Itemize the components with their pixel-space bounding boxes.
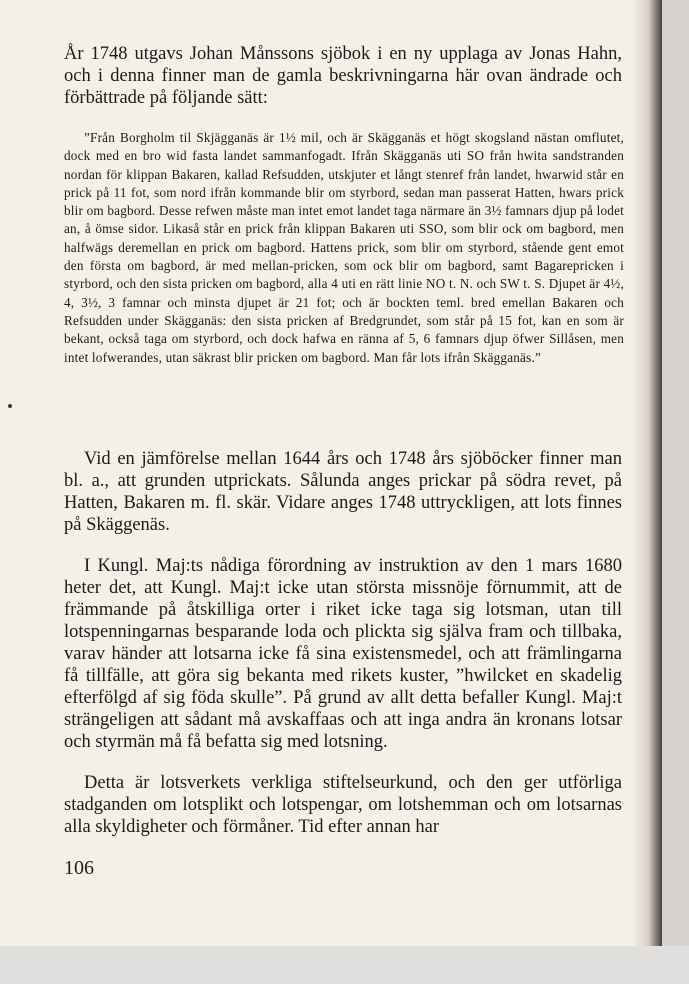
- paragraph-comparison: Vid en jämförelse mellan 1644 års och 1748 års sjöböcker finner man bl. a., att grunden utprickats. Sålunda anges prickar på södra revet, på Hatten, Bakaren m. fl. skär. Vidare anges 1748 uttryckligen, att lots finnes på Skäggenäs.: [64, 449, 622, 535]
- paragraph-intro: År 1748 utgavs Johan Månssons sjöbok i en ny upplaga av Jonas Hahn, och i denna finner man de gamla beskrivningarna här ovan ändrade och förbättrade på följande sätt:: [64, 44, 622, 108]
- paragraph-ordinance: I Kungl. Maj:ts nådiga förordning av instruktion av den 1 mars 1680 heter det, att Kungl. Maj:t icke utan största missnöje förnummit, att de främmande på åtskilliga orter i riket icke taga sig lotsman, utan till lotspenningarnas besparande loda och plickta sig själva fram och tillbaka, varav händer att lotsarna icke få sina existensmedel, och att främlingarna få tillfälle, att göra sig bekanta med rikets kuster, ”hwilcket en skadelig efterfölgd af sig föda skulle”. På grund av allt detta befaller Kungl. Maj:t strängeligen att sådant må avskaffaas och att inga andra än kronans lotsar och styrmän må få befatta sig med lotsning.: [64, 556, 622, 752]
- paragraph-foundation: Detta är lotsverkets verkliga stiftelseurkund, och den ger utförliga stadganden om lotsplikt och lotspengar, om lotshemman och om lotsarnas alla skyldigheter och förmåner. Tid efter annan har: [64, 773, 622, 837]
- quote-block: ”Från Borgholm til Skjägganäs är 1½ mil, och är Skägganäs et högt skogsland nästan omflutet, dock med en bro wid fasta landet sammanfogadt. Ifrån Skägganäs uti SO från hwita sandstranden nordan för klippan Bakaren, kallad Refsudden, utskjuter et långt stenref från landet, hwarwid står en prick på 11 fot, som nord ifrån kommande blir om styrbord, sedan man passerat Hatten, hwars prick blir om bagbord. Desse refwen måste man intet emot landet taga närmare än 3½ famnars djup på lodet an, å ömse sidor. Likaså står en prick från klippan Bakaren uti SSO, som blir ock om bagbord, men halfwägs deremellan en prick om bagbord. Hattens prick, som blir om styrbord, stående gent emot den första om bagbord, är med mellan-pricken, som ock blir om bagbord, samt Bagarepricken i styrbord, och den sista pricken om bagbord, alla 4 uti en rätt linie NO t. N. och SW t. S. Djupet är 4½, 4, 3½, 3 famnar och minsta djupet är 21 fot; och är bockten teml. bred emellan Bakaren och Refsudden under Skägganäs: den sista pricken af Bredgrundet, som står på 15 fot, kan en som är bekant, också taga om styrbord, och dock hafwa en ränna af 5, 6 famnars djup öfwer Sillåsen, men intet lofwerandes, utan säkrast blir pricken om bagbord. Man får lots ifrån Skägganäs.”: [64, 130, 624, 365]
- margin-speck: [8, 404, 12, 408]
- page-edge-shadow: [632, 0, 662, 946]
- page-number: 106: [64, 857, 94, 879]
- scan-background: [0, 946, 689, 984]
